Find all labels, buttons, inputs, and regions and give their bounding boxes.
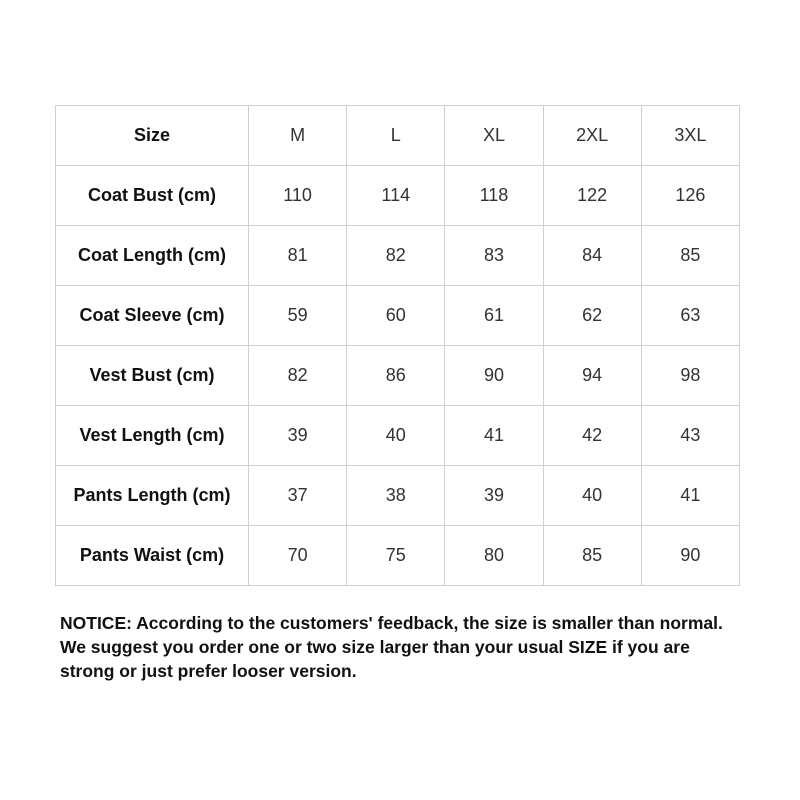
row-label: Pants Length (cm): [56, 466, 249, 526]
row-label: Pants Waist (cm): [56, 526, 249, 586]
column-header: 3XL: [641, 106, 739, 166]
table-cell: 82: [347, 226, 445, 286]
table-header-row: [56, 106, 740, 166]
table-cell: 41: [445, 406, 543, 466]
table-cell: 81: [249, 226, 347, 286]
table-row: [56, 466, 740, 526]
table-cell: 59: [249, 286, 347, 346]
table-cell: 110: [249, 166, 347, 226]
sizing-notice: NOTICE: According to the customers' feedback, the size is smaller than normal. We suggest you order one or two size larger than your usual SIZE if you are strong or just prefer looser version.: [60, 613, 723, 681]
table-cell: 82: [249, 346, 347, 406]
table-cell: 126: [641, 166, 739, 226]
row-label: Vest Length (cm): [56, 406, 249, 466]
size-header: Size: [56, 106, 249, 166]
table-cell: 98: [641, 346, 739, 406]
table-cell: 38: [347, 466, 445, 526]
table-cell: 84: [543, 226, 641, 286]
table-cell: 85: [543, 526, 641, 586]
table-row: [56, 166, 740, 226]
table-cell: 80: [445, 526, 543, 586]
table-row: [56, 406, 740, 466]
table-cell: 62: [543, 286, 641, 346]
column-header: 2XL: [543, 106, 641, 166]
table-cell: 39: [445, 466, 543, 526]
column-header: M: [249, 106, 347, 166]
table-cell: 94: [543, 346, 641, 406]
table-cell: 40: [347, 406, 445, 466]
table-cell: 61: [445, 286, 543, 346]
column-header: XL: [445, 106, 543, 166]
table-cell: 90: [445, 346, 543, 406]
row-label: Coat Sleeve (cm): [56, 286, 249, 346]
column-header: L: [347, 106, 445, 166]
table-cell: 40: [543, 466, 641, 526]
table-cell: 43: [641, 406, 739, 466]
table-row: [56, 226, 740, 286]
table-cell: 114: [347, 166, 445, 226]
table-cell: 70: [249, 526, 347, 586]
table-row: [56, 286, 740, 346]
table-cell: 83: [445, 226, 543, 286]
table-cell: 90: [641, 526, 739, 586]
row-label: Coat Bust (cm): [56, 166, 249, 226]
table-cell: 60: [347, 286, 445, 346]
table-cell: 85: [641, 226, 739, 286]
row-label: Coat Length (cm): [56, 226, 249, 286]
table-row: [56, 346, 740, 406]
table-cell: 122: [543, 166, 641, 226]
table-cell: 118: [445, 166, 543, 226]
table-cell: 37: [249, 466, 347, 526]
size-chart-table: [55, 105, 740, 586]
table-row: [56, 526, 740, 586]
table-cell: 63: [641, 286, 739, 346]
table-cell: 75: [347, 526, 445, 586]
table-cell: 41: [641, 466, 739, 526]
table-cell: 39: [249, 406, 347, 466]
table-cell: 86: [347, 346, 445, 406]
row-label: Vest Bust (cm): [56, 346, 249, 406]
table-cell: 42: [543, 406, 641, 466]
